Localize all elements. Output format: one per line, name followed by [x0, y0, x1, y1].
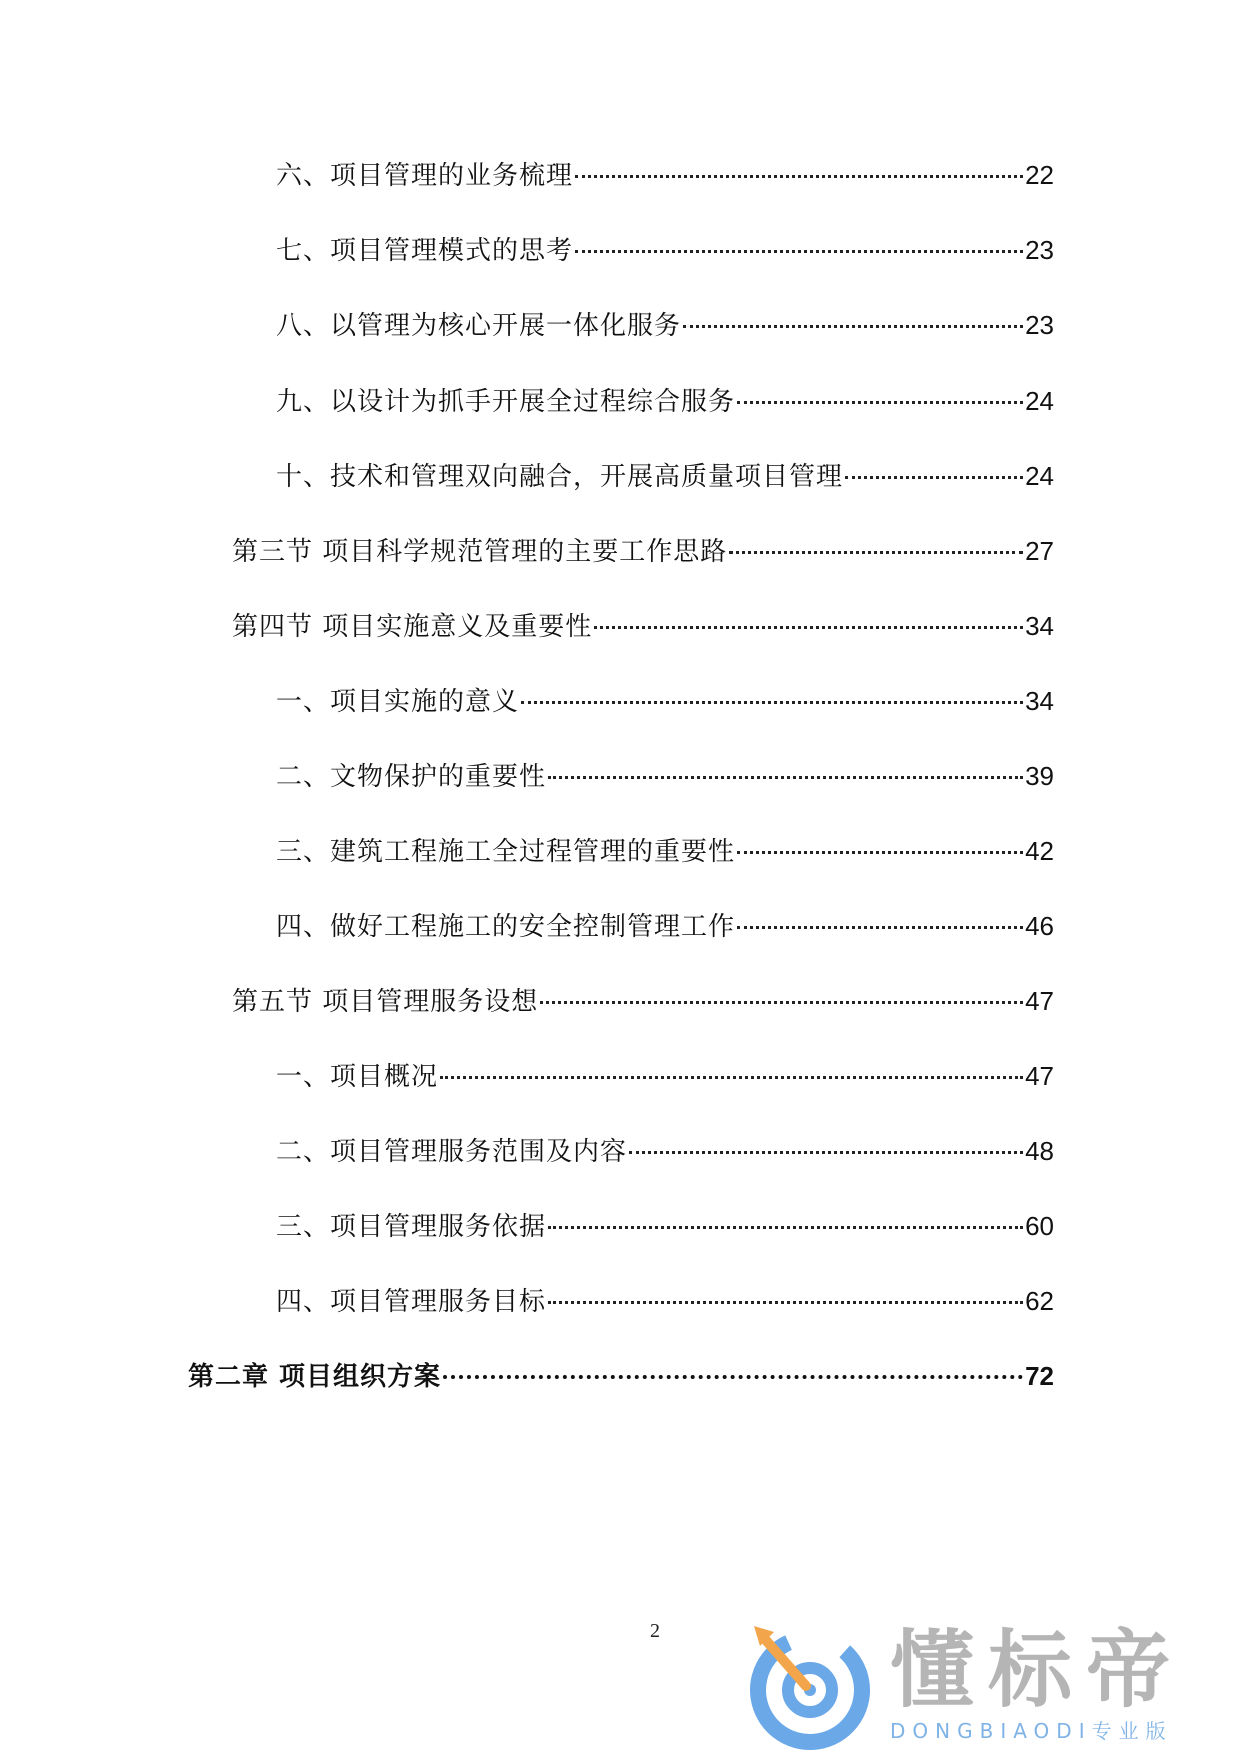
- toc-dot-leader: [443, 1375, 1023, 1379]
- toc-entry-title: 四、做好工程施工的安全控制管理工作: [276, 912, 736, 942]
- toc-entry-page: 23: [1025, 310, 1054, 340]
- toc-entry-page: 47: [1025, 1061, 1054, 1091]
- toc-entry-title: 第四节 项目实施意义及重要性: [232, 612, 593, 642]
- toc-entry-page: 62: [1025, 1286, 1054, 1316]
- toc-entry[interactable]: [276, 831, 1054, 871]
- toc-entry-page: 72: [1025, 1361, 1054, 1391]
- toc-entry-page: 39: [1025, 761, 1054, 791]
- watermark-subtitle: DONGBIAODI专业版: [890, 1719, 1173, 1743]
- toc-entry[interactable]: [276, 906, 1054, 946]
- toc-dot-leader: [683, 325, 1023, 328]
- toc-entry-page: 24: [1025, 461, 1054, 491]
- toc-entry-title: 十、技术和管理双向融合，开展高质量项目管理: [276, 462, 844, 492]
- toc-entry[interactable]: [276, 456, 1054, 496]
- toc-entry-page: 60: [1025, 1211, 1054, 1241]
- toc-entry[interactable]: [276, 1206, 1054, 1246]
- toc-entry[interactable]: [232, 606, 1054, 646]
- toc-entry-title: 六、项目管理的业务梳理: [276, 161, 574, 191]
- toc-entry[interactable]: [232, 981, 1054, 1021]
- watermark-name: 懂标帝: [890, 1621, 1185, 1719]
- toc-entry-page: 23: [1025, 235, 1054, 265]
- toc-entry-title: 八、以管理为核心开展一体化服务: [276, 311, 682, 341]
- toc-entry[interactable]: [276, 756, 1054, 796]
- toc-dot-leader: [540, 1001, 1023, 1004]
- toc-dot-leader: [845, 476, 1023, 479]
- toc-entry-title: 一、项目概况: [276, 1062, 439, 1092]
- toc-dot-leader: [440, 1076, 1023, 1079]
- toc-dot-leader: [737, 851, 1023, 854]
- toc-entry-page: 47: [1025, 986, 1054, 1016]
- toc-dot-leader: [521, 701, 1023, 704]
- toc-entry-title: 第五节 项目管理服务设想: [232, 987, 539, 1017]
- toc-dot-leader: [575, 175, 1023, 178]
- page-number: 2: [650, 1620, 660, 1642]
- target-arrow-icon: [740, 1618, 880, 1754]
- toc-entry-page: 42: [1025, 836, 1054, 866]
- toc-dot-leader: [548, 1226, 1023, 1229]
- toc-entry-title: 七、项目管理模式的思考: [276, 236, 574, 266]
- toc-entry[interactable]: [276, 1131, 1054, 1171]
- toc-entry-page: 34: [1025, 611, 1054, 641]
- watermark: [740, 1618, 1230, 1754]
- toc-entry[interactable]: [276, 1056, 1054, 1096]
- toc-dot-leader: [594, 626, 1023, 629]
- toc-entry-page: 48: [1025, 1136, 1054, 1166]
- toc-entry[interactable]: [276, 305, 1054, 345]
- toc-entry-title: 第三节 项目科学规范管理的主要工作思路: [232, 537, 728, 567]
- toc-entry-title: 三、建筑工程施工全过程管理的重要性: [276, 837, 736, 867]
- toc-entry[interactable]: [276, 230, 1054, 270]
- toc-entry-page: 34: [1025, 686, 1054, 716]
- toc-entry-title: 九、以设计为抓手开展全过程综合服务: [276, 387, 736, 417]
- toc-entry-chapter[interactable]: [188, 1356, 1054, 1396]
- toc-dot-leader: [629, 1151, 1023, 1154]
- toc-entry-title: 四、项目管理服务目标: [276, 1287, 547, 1317]
- toc-dot-leader: [737, 926, 1023, 929]
- toc-dot-leader: [737, 401, 1023, 404]
- toc-entry-title: 三、项目管理服务依据: [276, 1212, 547, 1242]
- toc-entry-title: 第二章 项目组织方案: [188, 1362, 442, 1392]
- toc-entry-title: 二、项目管理服务范围及内容: [276, 1137, 628, 1167]
- toc-entry-title: 二、文物保护的重要性: [276, 762, 547, 792]
- toc-entry-page: 27: [1025, 536, 1054, 566]
- toc-entry-page: 22: [1025, 160, 1054, 190]
- toc-entry[interactable]: [276, 155, 1054, 195]
- toc-entry-title: 一、项目实施的意义: [276, 687, 520, 717]
- toc-entry[interactable]: [276, 681, 1054, 721]
- toc-dot-leader: [729, 551, 1023, 554]
- toc-entry-page: 24: [1025, 386, 1054, 416]
- toc-dot-leader: [548, 1301, 1023, 1304]
- toc-entry[interactable]: [276, 1281, 1054, 1321]
- toc-dot-leader: [548, 776, 1023, 779]
- toc-entry-page: 46: [1025, 911, 1054, 941]
- toc-entry[interactable]: [232, 531, 1054, 571]
- toc-dot-leader: [575, 250, 1023, 253]
- toc-entry[interactable]: [276, 381, 1054, 421]
